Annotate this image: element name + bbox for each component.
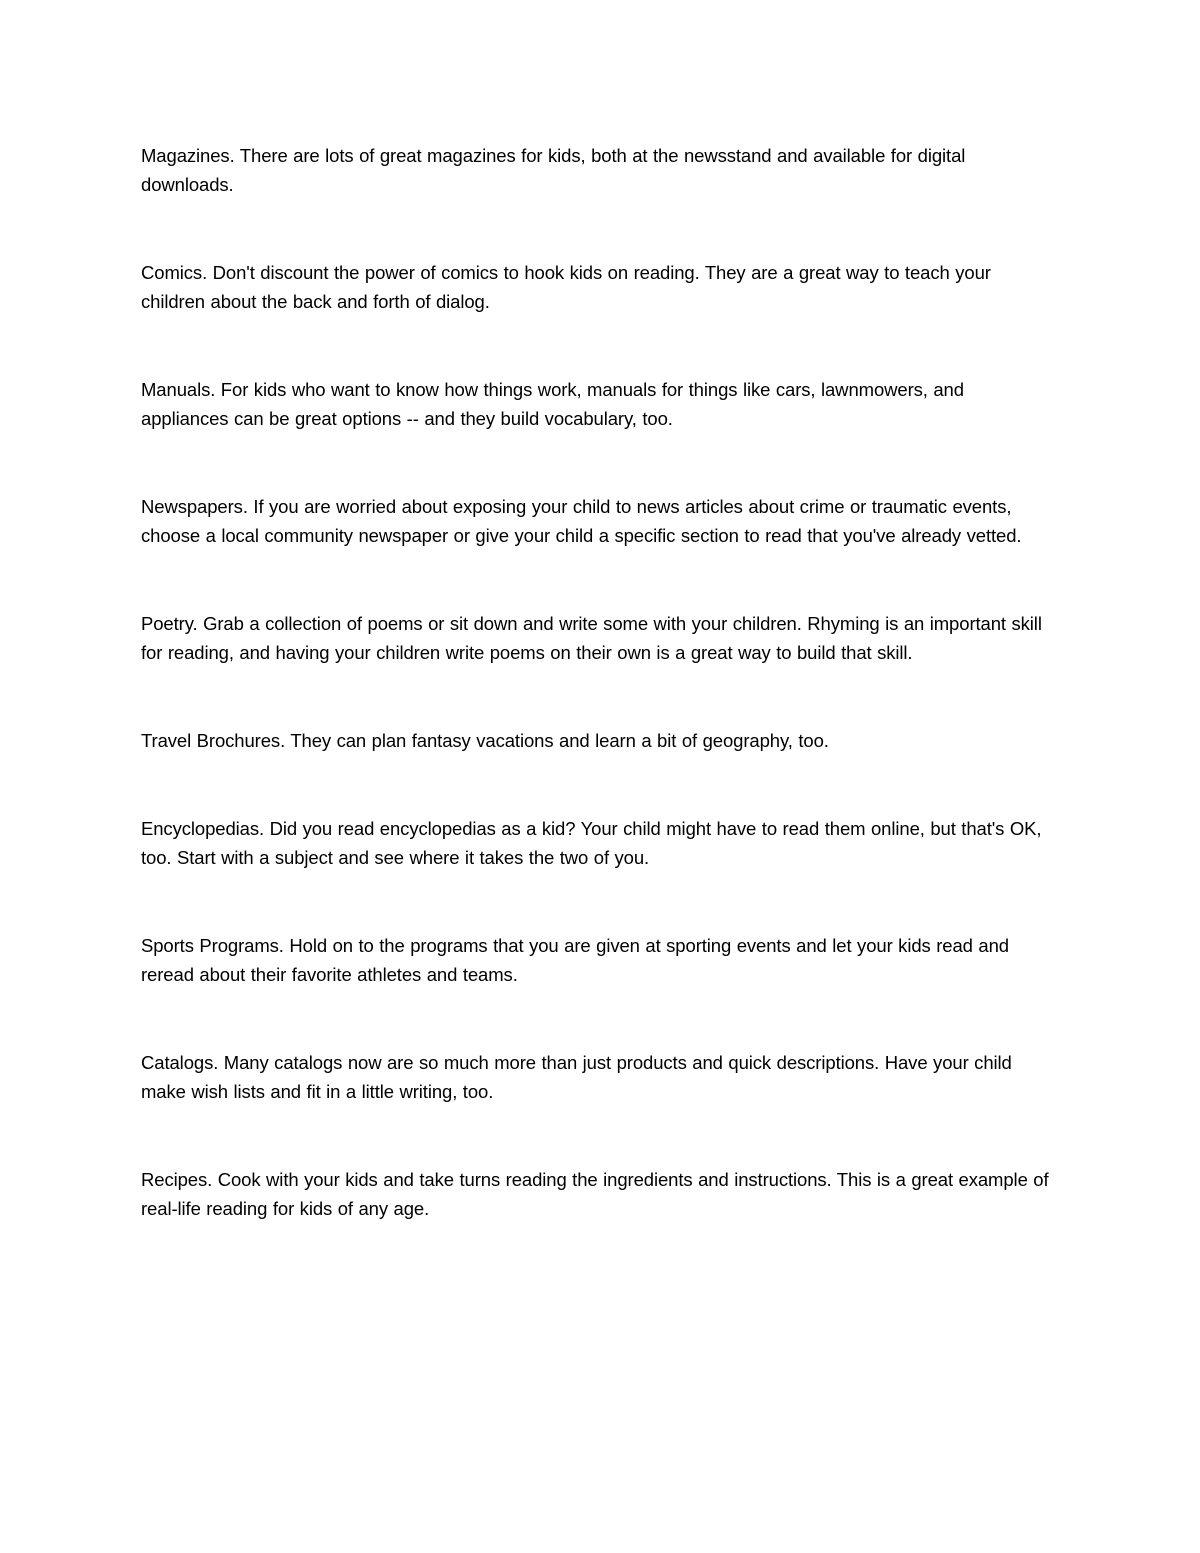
paragraph-newspapers: Newspapers. If you are worried about exposing your child to news articles about crime or traumatic events, choose a local community newspaper or give your child a specific section to read that you've already vetted.	[141, 496, 1022, 546]
document-body	[141, 141, 1056, 1223]
paragraph-encyclopedias: Encyclopedias. Did you read encyclopedias as a kid? Your child might have to read them online, but that's OK, too. Start with a subject and see where it takes the two of you.	[141, 818, 1042, 868]
paragraph-manuals: Manuals. For kids who want to know how things work, manuals for things like cars, lawnmowers, and appliances can be great options -- and they build vocabulary, too.	[141, 379, 964, 429]
paragraph-catalogs: Catalogs. Many catalogs now are so much more than just products and quick descriptions. Have your child make wish lists and fit in a little writing, too.	[141, 1052, 1012, 1102]
paragraph-sports-programs: Sports Programs. Hold on to the programs that you are given at sporting events and let your kids read and reread about their favorite athletes and teams.	[141, 935, 1009, 985]
paragraph-magazines: Magazines. There are lots of great magazines for kids, both at the newsstand and available for digital downloads.	[141, 145, 966, 195]
paragraph-comics: Comics. Don't discount the power of comics to hook kids on reading. They are a great way to teach your children about the back and forth of dialog.	[141, 262, 991, 312]
paragraph-travel-brochures: Travel Brochures. They can plan fantasy vacations and learn a bit of geography, too.	[141, 730, 829, 751]
paragraph-recipes: Recipes. Cook with your kids and take turns reading the ingredients and instructions. This is a great example of real-life reading for kids of any age.	[141, 1169, 1049, 1219]
paragraph-poetry: Poetry. Grab a collection of poems or sit down and write some with your children. Rhyming is an important skill for reading, and having your children write poems on their own is a great way to build that skill.	[141, 613, 1042, 663]
